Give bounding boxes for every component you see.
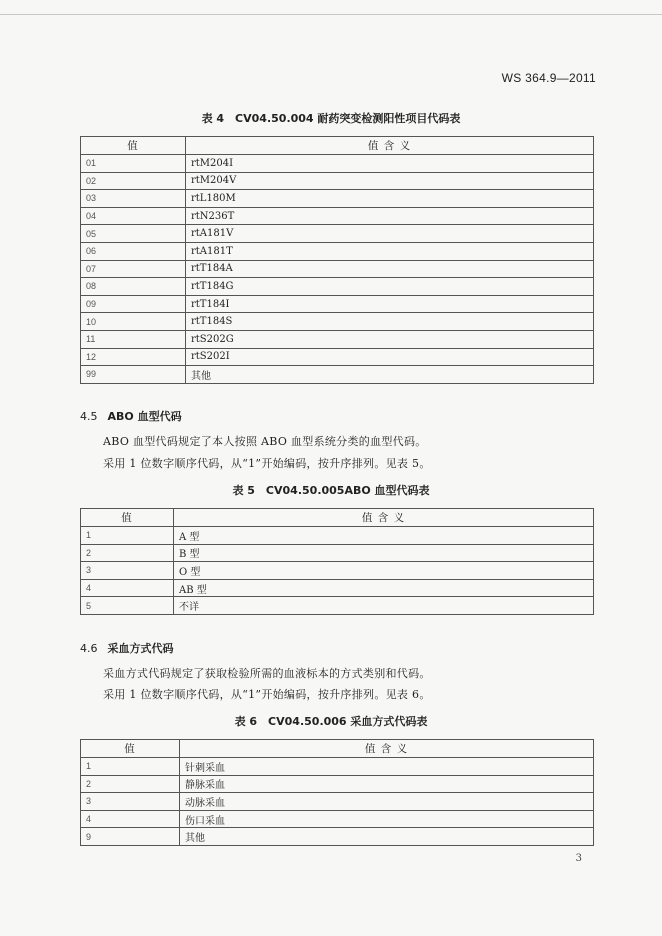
code-value: 05 <box>81 225 186 243</box>
table-row <box>81 775 594 793</box>
table-row <box>81 758 594 776</box>
table-row <box>81 207 594 225</box>
table5-caption: 表 5 CV04.50.005ABO 血型代码表 <box>232 484 430 497</box>
table-row <box>81 242 594 260</box>
code-value: 06 <box>81 242 186 260</box>
code-meaning: rtN236T <box>186 207 594 225</box>
page-number: 3 <box>575 853 582 864</box>
code-meaning: rtA181T <box>186 242 594 260</box>
code-meaning: 动脉采血 <box>180 793 594 811</box>
code-value: 5 <box>81 597 174 615</box>
code-value: 07 <box>81 260 186 278</box>
table4-col-meaning: 值 含 义 <box>186 137 594 155</box>
code-meaning: 其他 <box>186 366 594 384</box>
section-4-6-number: 4.6 <box>80 642 98 655</box>
code-meaning: B 型 <box>174 544 594 562</box>
code-value: 3 <box>81 562 174 580</box>
code-meaning: O 型 <box>174 562 594 580</box>
section-4-5-number: 4.5 <box>80 410 98 423</box>
section-4-6-title: 采血方式代码 <box>107 642 174 655</box>
code-meaning: rtT184A <box>186 260 594 278</box>
section-4-5-paragraph-1: ABO 血型代码规定了本人按照 ABO 血型系统分类的血型代码。 <box>103 435 427 448</box>
code-value: 1 <box>81 758 180 776</box>
table-row <box>81 527 594 545</box>
table-row <box>81 562 594 580</box>
table4-caption: 表 4 CV04.50.004 耐药突变检测阳性项目代码表 <box>201 112 461 125</box>
code-value: 4 <box>81 579 174 597</box>
code-value: 03 <box>81 190 186 208</box>
section-4-5-title: ABO 血型代码 <box>107 410 182 423</box>
table-row <box>81 810 594 828</box>
code-value: 02 <box>81 172 186 190</box>
code-value: 3 <box>81 793 180 811</box>
section-4-6-paragraph-1: 采血方式代码规定了获取检验所需的血液标本的方式类别和代码。 <box>103 667 431 680</box>
table5-col-value: 值 <box>81 509 174 527</box>
section-4-5-heading <box>80 408 182 424</box>
table-row <box>81 313 594 331</box>
table4-body <box>81 155 594 384</box>
table5 <box>80 508 594 615</box>
code-meaning: 静脉采血 <box>180 775 594 793</box>
code-meaning: 不详 <box>174 597 594 615</box>
table-row <box>81 828 594 846</box>
code-value: 1 <box>81 527 174 545</box>
code-value: 2 <box>81 544 174 562</box>
table6-col-value: 值 <box>81 740 180 758</box>
table6 <box>80 739 594 846</box>
table-row <box>81 155 594 173</box>
top-rule <box>0 14 662 15</box>
code-meaning: A 型 <box>174 527 594 545</box>
table-row <box>81 295 594 313</box>
table5-body <box>81 527 594 615</box>
code-value: 09 <box>81 295 186 313</box>
table6-caption: 表 6 CV04.50.006 采血方式代码表 <box>234 715 428 728</box>
code-value: 2 <box>81 775 180 793</box>
table-row <box>81 172 594 190</box>
section-4-6-paragraph-2: 采用 1 位数字顺序代码，从“1”开始编码，按升序排列。见表 6。 <box>103 688 431 701</box>
code-meaning: rtL180M <box>186 190 594 208</box>
code-value: 01 <box>81 155 186 173</box>
code-meaning: rtS202G <box>186 330 594 348</box>
table-row <box>81 793 594 811</box>
code-meaning: rtM204I <box>186 155 594 173</box>
document-code: WS 364.9—2011 <box>501 71 596 85</box>
code-meaning: rtT184S <box>186 313 594 331</box>
code-meaning: 伤口采血 <box>180 810 594 828</box>
code-meaning: rtM204V <box>186 172 594 190</box>
code-value: 08 <box>81 278 186 296</box>
section-4-5-paragraph-2: 采用 1 位数字顺序代码，从“1”开始编码，按升序排列。见表 5。 <box>103 457 431 470</box>
table-row <box>81 348 594 366</box>
table-row <box>81 366 594 384</box>
code-value: 99 <box>81 366 186 384</box>
code-meaning: 其他 <box>180 828 594 846</box>
table5-col-meaning: 值 含 义 <box>174 509 594 527</box>
table-row <box>81 260 594 278</box>
table-row <box>81 225 594 243</box>
table-row <box>81 579 594 597</box>
code-meaning: rtS202I <box>186 348 594 366</box>
code-meaning: rtT184G <box>186 278 594 296</box>
table4-col-value: 值 <box>81 137 186 155</box>
code-meaning: rtT184I <box>186 295 594 313</box>
table4 <box>80 136 594 384</box>
table-row <box>81 278 594 296</box>
table-row <box>81 544 594 562</box>
code-meaning: rtA181V <box>186 225 594 243</box>
code-value: 04 <box>81 207 186 225</box>
code-value: 9 <box>81 828 180 846</box>
code-meaning: 针刺采血 <box>180 758 594 776</box>
table-row <box>81 597 594 615</box>
code-meaning: AB 型 <box>174 579 594 597</box>
code-value: 11 <box>81 330 186 348</box>
table-row <box>81 330 594 348</box>
code-value: 10 <box>81 313 186 331</box>
section-4-6-heading <box>80 640 174 656</box>
table6-col-meaning: 值 含 义 <box>180 740 594 758</box>
code-value: 4 <box>81 810 180 828</box>
table-row <box>81 190 594 208</box>
code-value: 12 <box>81 348 186 366</box>
table6-body <box>81 758 594 846</box>
